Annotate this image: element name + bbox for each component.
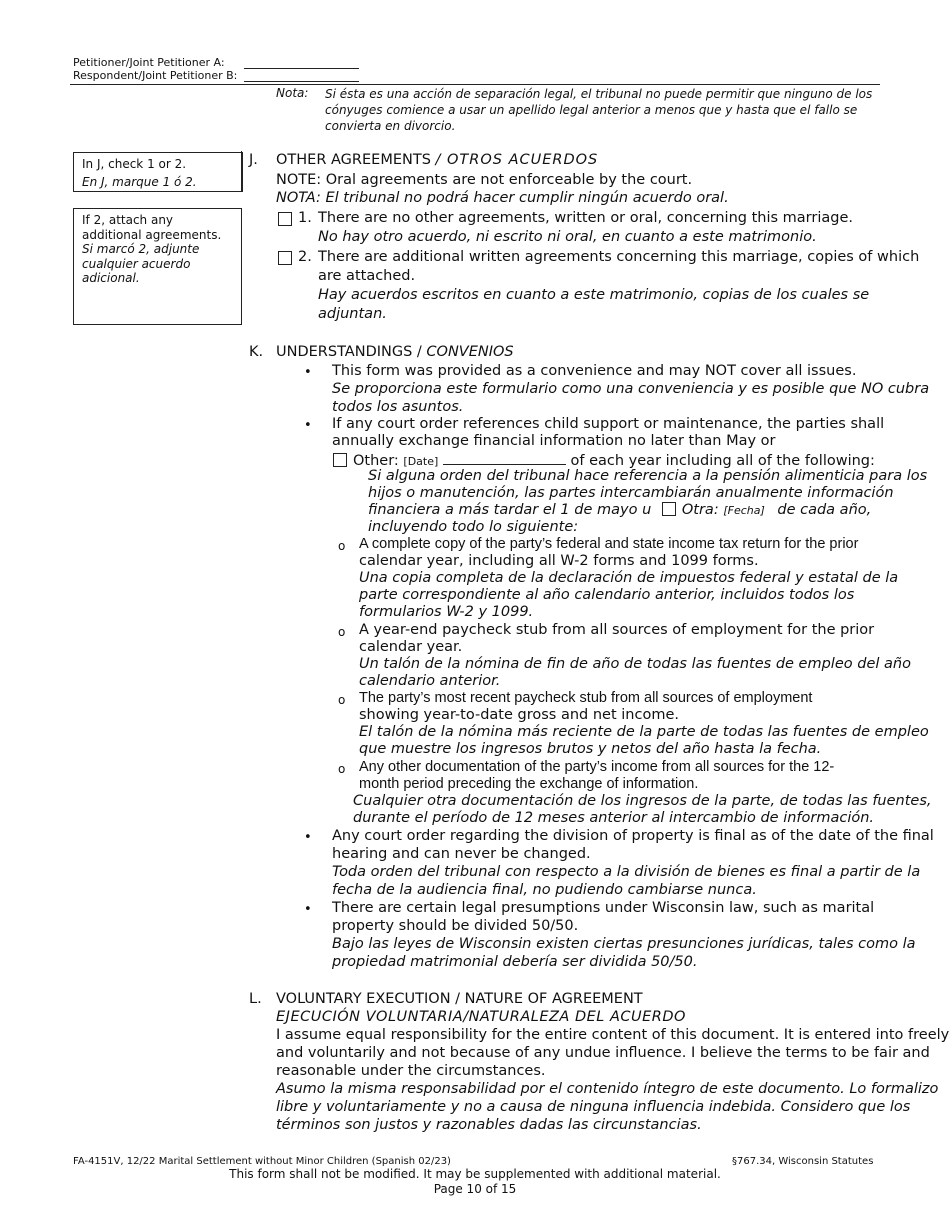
section-j-note-es: NOTA: El tribunal no podrá hacer cumplir ningún acuerdo oral. [276, 190, 729, 206]
sub-1-marker: o [338, 539, 346, 553]
bullet-4-es-1: Bajo las leyes de Wisconsin existen ciertas presunciones jurídicas, tales como la [332, 936, 916, 952]
sub-2-marker: o [338, 625, 346, 639]
section-l-title-en: VOLUNTARY EXECUTION / NATURE OF AGREEMENT [276, 991, 643, 1007]
instruction-box-j-en: In J, check 1 or 2. [82, 157, 187, 171]
section-k-title [276, 344, 514, 362]
section-k-letter: K. [249, 344, 264, 360]
respondent-field[interactable] [244, 81, 359, 82]
bullet-2-es-3: financiera a más tardar el 1 de mayo u [368, 502, 652, 518]
footer-notice: This form shall not be modified. It may be supplemented with additional material. [229, 1167, 721, 1181]
option-2-text-en-2: are attached. [318, 268, 416, 284]
sub-3-es-1: El talón de la nómina más reciente de la parte de todas las fuentes de empleo [359, 724, 929, 740]
instruction-box-attach [73, 208, 242, 325]
bullet-2-es-4: incluyendo todo lo siguiente: [368, 519, 579, 535]
bullet-2-es-1: Si alguna orden del tribunal hace referencia a la pensión alimenticia para los [368, 468, 928, 484]
bullet-3-es-1: Toda orden del tribunal con respecto a la división de bienes es final a partir de la [332, 864, 921, 880]
sub-4-en-2: month period preceding the exchange of information. [359, 776, 699, 792]
bullet-3-en-1: Any court order regarding the division of property is final as of the date of the final [332, 828, 934, 844]
option-2-text-es-2: adjuntan. [318, 306, 387, 322]
sub-3-en-2: showing year-to-date gross and net income. [359, 707, 679, 723]
section-l-body-es-3: términos son justos y razonables dadas las circunstancias. [276, 1117, 702, 1133]
nota-label: Nota: [276, 86, 309, 100]
sub-2-en-1: A year-end paycheck stub from all sources of employment for the prior [359, 622, 875, 638]
sub-1-es-2: parte correspondiente al año calendario anterior, incluidos todos los [359, 587, 855, 603]
sub-2-es-1: Un talón de la nómina de fin de año de todas las fuentes de empleo del año [359, 656, 911, 672]
otra-suffix: de cada año, [777, 502, 872, 518]
sidebar-rule [241, 151, 242, 191]
sub-1-en-2: calendar year, including all W-2 forms and 1099 forms. [359, 553, 759, 569]
instruction-box-j [73, 152, 243, 192]
footer-statute: §767.34, Wisconsin Statutes [732, 1156, 874, 1167]
sub-4-marker: o [338, 762, 346, 776]
otra-label: Otra: [681, 502, 719, 518]
bullet-3-es-2: fecha de la audiencia final, no pudiendo cambiarse nunca. [332, 882, 757, 898]
nota-text: Si ésta es una acción de separación legal, el tribunal no puede permitir que ninguno de los cónyuges comience a usar un apellido legal anterior a menos que y hasta que el fallo se convierta en divorcio. [325, 87, 873, 133]
bullet-4-en-2: property should be divided 50/50. [332, 918, 579, 934]
bullet-3-marker: • [304, 830, 312, 845]
section-l-body-es-1: Asumo la misma responsabilidad por el contenido íntegro de este documento. Lo formalizo [276, 1081, 939, 1097]
bullet-2-es-2: hijos o manutención, las partes intercambiarán anualmente información [368, 485, 894, 501]
footer-page-number: Page 10 of 15 [433, 1182, 517, 1196]
option-1-text-es: No hay otro acuerdo, ni escrito ni oral, en cuanto a este matrimonio. [318, 229, 817, 245]
section-j-note-en: NOTE: Oral agreements are not enforceable by the court. [276, 172, 693, 188]
bullet-1-es-1: Se proporciona este formulario como una conveniencia y es posible que NO cubra [332, 381, 930, 397]
respondent-label: Respondent/Joint Petitioner B: [73, 69, 238, 82]
date-label: [Date] [403, 455, 439, 468]
instruction-box-j-es: En J, marque 1 ó 2. [82, 174, 197, 189]
section-l-letter: L. [249, 991, 262, 1007]
sub-1-es-3: formularios W-2 y 1099. [359, 604, 534, 620]
sub-3-marker: o [338, 693, 346, 707]
bullet-2-es-3-row [368, 502, 871, 520]
section-j-title [276, 152, 598, 170]
bullet-4-en-1: There are certain legal presumptions under Wisconsin law, such as marital [332, 900, 875, 916]
bullet-4-es-2: propiedad matrimonial debería ser dividida 50/50. [332, 954, 698, 970]
option-1-number: 1. [298, 210, 312, 226]
header-divider [70, 84, 880, 85]
section-j-title-es: / OTROS ACUERDOS [435, 152, 599, 168]
option-1-checkbox[interactable] [278, 212, 298, 230]
option-2-checkbox[interactable] [278, 251, 298, 269]
option-2-text-es-1: Hay acuerdos escritos en cuanto a este matrimonio, copias de los cuales se [318, 287, 870, 303]
sub-4-es-2: durante el período de 12 meses anterior al intercambio de información. [353, 810, 875, 826]
sub-3-es-2: que muestre los ingresos brutos y netos del año hasta la fecha. [359, 741, 822, 757]
instruction-box-attach-es: Si marcó 2, adjunte cualquier acuerdo adicional. [82, 242, 200, 285]
otra-fecha-checkbox[interactable] [662, 502, 676, 516]
bullet-2-en-2: annually exchange financial information no later than May or [332, 433, 776, 449]
instruction-box-attach-en: If 2, attach any additional agreements. [82, 213, 222, 242]
petitioner-label: Petitioner/Joint Petitioner A: [73, 56, 225, 69]
other-label: Other: [353, 453, 399, 469]
bullet-2-en-1: If any court order references child support or maintenance, the parties shall [332, 416, 885, 432]
sub-2-es-2: calendario anterior. [359, 673, 501, 689]
sub-2-en-2: calendar year. [359, 639, 463, 655]
section-j-title-en: OTHER AGREEMENTS [276, 152, 431, 168]
bullet-3-en-2: hearing and can never be changed. [332, 846, 591, 862]
other-date-checkbox[interactable] [333, 453, 347, 467]
option-2-text-en-1: There are additional written agreements concerning this marriage, copies of which [318, 249, 920, 265]
bullet-1-es-2: todos los asuntos. [332, 399, 464, 415]
bullet-1-marker: • [304, 365, 312, 380]
other-date-field[interactable] [443, 451, 566, 465]
bullet-1-en: This form was provided as a convenience and may NOT cover all issues. [332, 363, 857, 379]
section-k-title-en: UNDERSTANDINGS / [276, 344, 422, 360]
sub-1-en-1: A complete copy of the party’s federal and state income tax return for the prior [359, 536, 859, 552]
sub-3-en-1: The party’s most recent paycheck stub from all sources of employment [359, 690, 813, 706]
bullet-4-marker: • [304, 902, 312, 917]
option-1-text-en: There are no other agreements, written or oral, concerning this marriage. [318, 210, 853, 226]
section-l-body-en-1: I assume equal responsibility for the entire content of this document. It is entered into freely [276, 1027, 950, 1043]
sub-4-es-1: Cualquier otra documentación de los ingresos de la parte, de todas las fuentes, [353, 793, 932, 809]
other-suffix: of each year including all of the following: [570, 453, 875, 469]
section-l-title-es: EJECUCIÓN VOLUNTARIA/NATURALEZA DEL ACUERDO [276, 1009, 686, 1025]
section-l-body-es-2: libre y voluntariamente y no a causa de ninguna influencia indebida. Considero que los [276, 1099, 911, 1115]
sub-4-en-1: Any other documentation of the party’s income from all sources for the 12- [359, 759, 835, 775]
section-l-body-en-3: reasonable under the circumstances. [276, 1063, 546, 1079]
section-k-title-es: CONVENIOS [426, 344, 514, 360]
fecha-label: [Fecha] [723, 504, 765, 517]
section-j-letter: J. [249, 152, 258, 168]
bullet-2-marker: • [304, 418, 312, 433]
section-l-body-en-2: and voluntarily and not because of any undue influence. I believe the terms to be fair and [276, 1045, 930, 1061]
sub-1-es-1: Una copia completa de la declaración de impuestos federal y estatal de la [359, 570, 899, 586]
footer-form-id: FA-4151V, 12/22 Marital Settlement without Minor Children (Spanish 02/23) [73, 1156, 451, 1167]
option-2-number: 2. [298, 249, 312, 265]
petitioner-field[interactable] [244, 68, 359, 69]
